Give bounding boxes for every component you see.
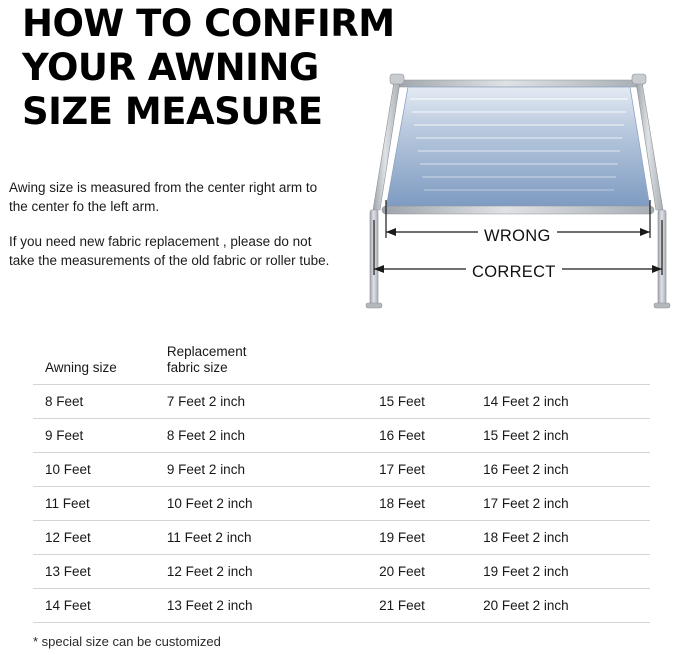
size-table	[33, 340, 650, 623]
page-title-line-2: YOUR AWNING	[22, 46, 319, 89]
cell-awning-size-2: 20 Feet	[367, 555, 471, 589]
cell-awning-size: 13 Feet	[33, 555, 155, 589]
cell-fabric-size-2: 16 Feet 2 inch	[471, 453, 650, 487]
intro-text	[9, 178, 339, 286]
cell-fabric-size: 8 Feet 2 inch	[155, 419, 367, 453]
size-table-header	[33, 340, 650, 385]
cell-awning-size: 14 Feet	[33, 589, 155, 623]
page-title-line-1: HOW TO CONFIRM	[22, 2, 395, 45]
cell-fabric-size-2: 19 Feet 2 inch	[471, 555, 650, 589]
table-row	[33, 453, 650, 487]
cell-fabric-size: 11 Feet 2 inch	[155, 521, 367, 555]
table-row	[33, 385, 650, 419]
cell-fabric-size-2: 15 Feet 2 inch	[471, 419, 650, 453]
column-header-line-1: Replacement	[166, 344, 247, 359]
cell-fabric-size: 10 Feet 2 inch	[155, 487, 367, 521]
cell-awning-size-2: 18 Feet	[367, 487, 471, 521]
table-row	[33, 419, 650, 453]
cell-fabric-size-2: 14 Feet 2 inch	[471, 385, 650, 419]
column-header-awning-size: Awning size	[45, 360, 117, 375]
cell-fabric-size: 9 Feet 2 inch	[155, 453, 367, 487]
intro-paragraph-2: If you need new fabric replacement , please do not take the measurements of the old fabric or roller tube.	[9, 234, 330, 268]
label-correct: CORRECT	[466, 263, 562, 282]
column-header-replacement-fabric-size	[155, 340, 367, 385]
cell-fabric-size-2: 20 Feet 2 inch	[471, 589, 650, 623]
cell-awning-size: 10 Feet	[33, 453, 155, 487]
table-row	[33, 555, 650, 589]
cell-fabric-size-2: 18 Feet 2 inch	[471, 521, 650, 555]
cell-awning-size: 8 Feet	[33, 385, 155, 419]
awning-illustration	[348, 60, 678, 310]
page-title-line-3: SIZE MEASURE	[22, 90, 323, 133]
cell-fabric-size: 12 Feet 2 inch	[155, 555, 367, 589]
size-table-body	[33, 385, 650, 623]
table-row	[33, 487, 650, 521]
cell-fabric-size: 13 Feet 2 inch	[155, 589, 367, 623]
table-row	[33, 589, 650, 623]
cell-fabric-size: 7 Feet 2 inch	[155, 385, 367, 419]
cell-awning-size: 9 Feet	[33, 419, 155, 453]
cell-fabric-size-2: 17 Feet 2 inch	[471, 487, 650, 521]
cell-awning-size-2: 21 Feet	[367, 589, 471, 623]
cell-awning-size: 12 Feet	[33, 521, 155, 555]
label-wrong: WRONG	[478, 227, 557, 246]
column-header-awning-size-2	[367, 340, 471, 385]
table-header-row	[33, 340, 650, 385]
cell-awning-size: 11 Feet	[33, 487, 155, 521]
front-roller-bar	[382, 206, 654, 214]
column-header-replacement-fabric-size-2	[471, 340, 650, 385]
table-row	[33, 521, 650, 555]
footnote: * special size can be customized	[33, 634, 221, 649]
cell-awning-size-2: 16 Feet	[367, 419, 471, 453]
cell-awning-size-2: 15 Feet	[367, 385, 471, 419]
intro-paragraph-1: Awing size is measured from the center right arm to the center fo the left arm.	[9, 180, 318, 214]
size-table-container	[33, 340, 650, 623]
cell-awning-size-2: 17 Feet	[367, 453, 471, 487]
column-header-line-2: fabric size	[166, 360, 228, 375]
cell-awning-size-2: 19 Feet	[367, 521, 471, 555]
